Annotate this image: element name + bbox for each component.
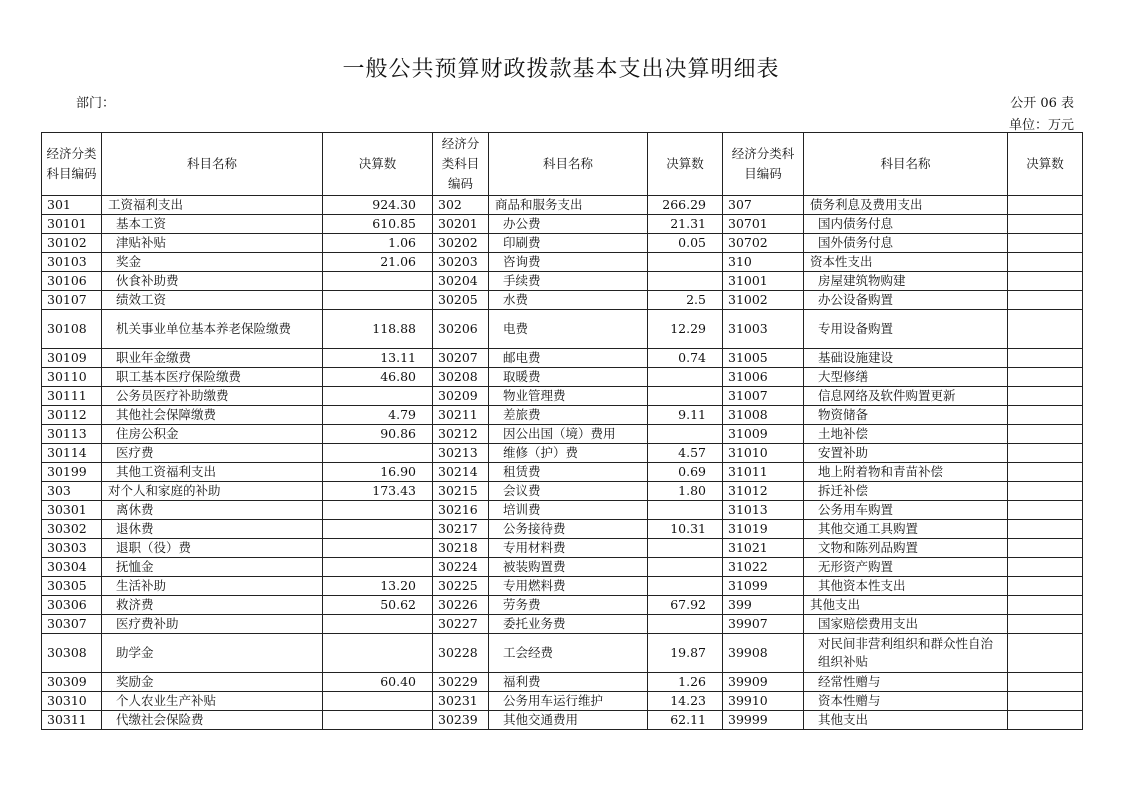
table-row	[42, 349, 1083, 368]
item-name: 基础设施建设	[804, 349, 1008, 368]
table-row	[42, 615, 1083, 634]
item-amount: 90.86	[323, 425, 433, 444]
item-amount	[323, 387, 433, 406]
item-name: 电费	[489, 310, 648, 349]
page-title: 一般公共预算财政拨款基本支出决算明细表	[342, 57, 780, 82]
item-amount	[323, 272, 433, 291]
item-name: 维修（护）费	[489, 444, 648, 463]
item-code: 30309	[42, 673, 102, 692]
item-code: 31008	[723, 406, 804, 425]
item-code: 30218	[433, 539, 489, 558]
item-code: 31012	[723, 482, 804, 501]
item-name: 其他社会保障缴费	[102, 406, 323, 425]
item-code: 30702	[723, 234, 804, 253]
item-name: 工会经费	[489, 634, 648, 673]
item-code: 30310	[42, 692, 102, 711]
item-name: 伙食补助费	[102, 272, 323, 291]
item-code: 30201	[433, 215, 489, 234]
table-row	[42, 634, 1083, 673]
item-code: 30306	[42, 596, 102, 615]
item-name: 对个人和家庭的补助	[102, 482, 323, 501]
item-name: 生活补助	[102, 577, 323, 596]
item-amount	[1008, 577, 1083, 596]
item-amount	[1008, 291, 1083, 310]
item-name: 津贴补贴	[102, 234, 323, 253]
item-code: 30114	[42, 444, 102, 463]
item-code: 30206	[433, 310, 489, 349]
item-code: 30202	[433, 234, 489, 253]
item-amount: 13.11	[323, 349, 433, 368]
item-name: 办公费	[489, 215, 648, 234]
item-amount: 610.85	[323, 215, 433, 234]
table-row	[42, 577, 1083, 596]
item-code: 31001	[723, 272, 804, 291]
item-amount	[648, 558, 723, 577]
item-amount: 21.06	[323, 253, 433, 272]
item-name: 因公出国（境）费用	[489, 425, 648, 444]
header-name-3: 科目名称	[804, 133, 1008, 196]
item-code: 39908	[723, 634, 804, 673]
table-row	[42, 482, 1083, 501]
item-amount: 1.26	[648, 673, 723, 692]
item-amount	[1008, 215, 1083, 234]
item-name: 经常性赠与	[804, 673, 1008, 692]
header-code-3: 经济分类科目编码	[723, 133, 804, 196]
item-code: 30304	[42, 558, 102, 577]
item-amount: 46.80	[323, 368, 433, 387]
item-amount: 0.74	[648, 349, 723, 368]
table-row	[42, 291, 1083, 310]
item-name: 拆迁补偿	[804, 482, 1008, 501]
item-code: 31010	[723, 444, 804, 463]
item-amount	[1008, 310, 1083, 349]
item-code: 30207	[433, 349, 489, 368]
item-code: 30229	[433, 673, 489, 692]
item-amount	[1008, 558, 1083, 577]
item-code: 30111	[42, 387, 102, 406]
item-code: 30239	[433, 711, 489, 730]
table-row	[42, 387, 1083, 406]
item-code: 30108	[42, 310, 102, 349]
item-code: 30107	[42, 291, 102, 310]
item-code: 31006	[723, 368, 804, 387]
table-row	[42, 463, 1083, 482]
item-amount	[1008, 520, 1083, 539]
item-name: 对民间非营利组织和群众性自治组织补贴	[804, 634, 1008, 673]
item-name: 离休费	[102, 501, 323, 520]
item-name: 大型修缮	[804, 368, 1008, 387]
item-amount: 0.69	[648, 463, 723, 482]
item-amount	[648, 615, 723, 634]
item-name: 机关事业单位基本养老保险缴费	[102, 310, 323, 349]
item-name: 职业年金缴费	[102, 349, 323, 368]
item-name: 租赁费	[489, 463, 648, 482]
item-code: 31022	[723, 558, 804, 577]
item-name: 其他资本性支出	[804, 577, 1008, 596]
item-amount: 1.06	[323, 234, 433, 253]
item-amount: 2.5	[648, 291, 723, 310]
table-row	[42, 272, 1083, 291]
item-code: 31002	[723, 291, 804, 310]
table-row	[42, 558, 1083, 577]
item-name: 水费	[489, 291, 648, 310]
item-amount	[323, 634, 433, 673]
item-amount: 9.11	[648, 406, 723, 425]
item-name: 工资福利支出	[102, 196, 323, 215]
item-name: 无形资产购置	[804, 558, 1008, 577]
item-name: 公务用车购置	[804, 501, 1008, 520]
table-row	[42, 215, 1083, 234]
item-amount	[1008, 406, 1083, 425]
item-name: 医疗费	[102, 444, 323, 463]
item-name: 医疗费补助	[102, 615, 323, 634]
item-amount	[1008, 368, 1083, 387]
item-name: 会议费	[489, 482, 648, 501]
item-name: 代缴社会保险费	[102, 711, 323, 730]
item-code: 30226	[433, 596, 489, 615]
item-code: 30215	[433, 482, 489, 501]
item-code: 30227	[433, 615, 489, 634]
item-code: 30214	[433, 463, 489, 482]
item-code: 31009	[723, 425, 804, 444]
item-amount	[1008, 501, 1083, 520]
table-row	[42, 539, 1083, 558]
header-name-2: 科目名称	[489, 133, 648, 196]
table-row	[42, 596, 1083, 615]
item-code: 31013	[723, 501, 804, 520]
item-name: 资本性赠与	[804, 692, 1008, 711]
item-amount	[323, 692, 433, 711]
item-code: 30231	[433, 692, 489, 711]
item-name: 债务利息及费用支出	[804, 196, 1008, 215]
item-amount: 12.29	[648, 310, 723, 349]
item-code: 30211	[433, 406, 489, 425]
item-name: 专用设备购置	[804, 310, 1008, 349]
item-name: 奖金	[102, 253, 323, 272]
item-amount	[648, 425, 723, 444]
table-row	[42, 501, 1083, 520]
item-name: 印刷费	[489, 234, 648, 253]
item-code: 31099	[723, 577, 804, 596]
item-amount	[1008, 692, 1083, 711]
item-code: 30109	[42, 349, 102, 368]
table-row	[42, 406, 1083, 425]
item-code: 307	[723, 196, 804, 215]
item-amount	[323, 711, 433, 730]
item-amount: 4.79	[323, 406, 433, 425]
item-code: 30103	[42, 253, 102, 272]
item-code: 30110	[42, 368, 102, 387]
item-name: 国外债务付息	[804, 234, 1008, 253]
item-amount: 16.90	[323, 463, 433, 482]
item-amount: 21.31	[648, 215, 723, 234]
item-name: 绩效工资	[102, 291, 323, 310]
item-name: 地上附着物和青苗补偿	[804, 463, 1008, 482]
table-header-row	[42, 133, 1083, 196]
item-name: 房屋建筑物购建	[804, 272, 1008, 291]
header-name-1: 科目名称	[102, 133, 323, 196]
table-row	[42, 310, 1083, 349]
item-amount: 924.30	[323, 196, 433, 215]
item-name: 公务用车运行维护	[489, 692, 648, 711]
item-name: 抚恤金	[102, 558, 323, 577]
item-name: 助学金	[102, 634, 323, 673]
item-amount	[1008, 444, 1083, 463]
item-code: 30216	[433, 501, 489, 520]
item-amount: 173.43	[323, 482, 433, 501]
item-name: 其他交通费用	[489, 711, 648, 730]
item-code: 399	[723, 596, 804, 615]
item-name: 文物和陈列品购置	[804, 539, 1008, 558]
item-amount	[1008, 615, 1083, 634]
table-body	[42, 196, 1083, 730]
item-amount	[1008, 272, 1083, 291]
unit-label: 单位：万元	[1008, 118, 1074, 133]
item-amount	[1008, 253, 1083, 272]
header-code-1: 经济分类科目编码	[42, 133, 102, 196]
item-code: 310	[723, 253, 804, 272]
item-code: 39907	[723, 615, 804, 634]
item-code: 30112	[42, 406, 102, 425]
item-amount	[323, 501, 433, 520]
item-amount: 10.31	[648, 520, 723, 539]
item-name: 商品和服务支出	[489, 196, 648, 215]
item-code: 30208	[433, 368, 489, 387]
item-code: 30213	[433, 444, 489, 463]
item-name: 专用燃料费	[489, 577, 648, 596]
item-code: 30212	[433, 425, 489, 444]
item-name: 奖励金	[102, 673, 323, 692]
item-code: 303	[42, 482, 102, 501]
table-row	[42, 196, 1083, 215]
item-name: 退职（役）费	[102, 539, 323, 558]
table-row	[42, 444, 1083, 463]
item-name: 咨询费	[489, 253, 648, 272]
item-code: 31019	[723, 520, 804, 539]
header-amount-3: 决算数	[1008, 133, 1083, 196]
header-amount-2: 决算数	[648, 133, 723, 196]
item-amount	[1008, 711, 1083, 730]
item-amount	[1008, 634, 1083, 673]
item-amount	[648, 387, 723, 406]
item-amount: 14.23	[648, 692, 723, 711]
item-amount	[1008, 596, 1083, 615]
item-amount	[1008, 234, 1083, 253]
item-code: 30205	[433, 291, 489, 310]
item-amount	[648, 253, 723, 272]
table-row	[42, 234, 1083, 253]
expenditure-table	[41, 132, 1083, 730]
item-amount: 50.62	[323, 596, 433, 615]
item-name: 救济费	[102, 596, 323, 615]
item-name: 个人农业生产补贴	[102, 692, 323, 711]
item-name: 资本性支出	[804, 253, 1008, 272]
item-name: 其他交通工具购置	[804, 520, 1008, 539]
item-code: 39999	[723, 711, 804, 730]
item-amount: 0.05	[648, 234, 723, 253]
item-amount: 67.92	[648, 596, 723, 615]
item-code: 31007	[723, 387, 804, 406]
item-code: 30308	[42, 634, 102, 673]
item-amount: 118.88	[323, 310, 433, 349]
item-name: 差旅费	[489, 406, 648, 425]
item-code: 30209	[433, 387, 489, 406]
item-amount	[648, 272, 723, 291]
item-name: 公务员医疗补助缴费	[102, 387, 323, 406]
item-amount: 266.29	[648, 196, 723, 215]
item-code: 30225	[433, 577, 489, 596]
item-code: 30101	[42, 215, 102, 234]
item-code: 302	[433, 196, 489, 215]
table-row	[42, 711, 1083, 730]
item-amount	[323, 444, 433, 463]
item-amount	[1008, 673, 1083, 692]
item-code: 30701	[723, 215, 804, 234]
item-amount: 1.80	[648, 482, 723, 501]
item-code: 30204	[433, 272, 489, 291]
item-code: 31011	[723, 463, 804, 482]
item-name: 取暖费	[489, 368, 648, 387]
item-amount	[1008, 539, 1083, 558]
item-name: 其他支出	[804, 711, 1008, 730]
item-amount	[1008, 349, 1083, 368]
item-name: 培训费	[489, 501, 648, 520]
item-code: 30224	[433, 558, 489, 577]
item-name: 其他工资福利支出	[102, 463, 323, 482]
item-amount	[648, 577, 723, 596]
item-name: 劳务费	[489, 596, 648, 615]
table-row	[42, 425, 1083, 444]
item-amount	[648, 539, 723, 558]
item-amount: 62.11	[648, 711, 723, 730]
table-row	[42, 368, 1083, 387]
item-code: 39910	[723, 692, 804, 711]
item-name: 安置补助	[804, 444, 1008, 463]
item-name: 专用材料费	[489, 539, 648, 558]
item-name: 手续费	[489, 272, 648, 291]
item-code: 31005	[723, 349, 804, 368]
item-amount	[323, 291, 433, 310]
item-code: 30203	[433, 253, 489, 272]
item-amount	[1008, 463, 1083, 482]
item-name: 基本工资	[102, 215, 323, 234]
item-code: 30307	[42, 615, 102, 634]
item-name: 职工基本医疗保险缴费	[102, 368, 323, 387]
item-amount	[1008, 387, 1083, 406]
item-amount	[323, 539, 433, 558]
header-amount-1: 决算数	[323, 133, 433, 196]
item-name: 土地补偿	[804, 425, 1008, 444]
item-amount	[648, 368, 723, 387]
item-name: 福利费	[489, 673, 648, 692]
item-amount	[648, 501, 723, 520]
item-amount: 19.87	[648, 634, 723, 673]
item-code: 30301	[42, 501, 102, 520]
table-number: 公开 06 表	[1010, 96, 1074, 111]
item-amount: 13.20	[323, 577, 433, 596]
item-amount	[1008, 425, 1083, 444]
item-code: 30113	[42, 425, 102, 444]
item-code: 30199	[42, 463, 102, 482]
item-code: 39909	[723, 673, 804, 692]
item-name: 退休费	[102, 520, 323, 539]
item-code: 30228	[433, 634, 489, 673]
item-name: 办公设备购置	[804, 291, 1008, 310]
item-code: 30102	[42, 234, 102, 253]
item-name: 国家赔偿费用支出	[804, 615, 1008, 634]
item-name: 委托业务费	[489, 615, 648, 634]
item-amount	[1008, 482, 1083, 501]
item-code: 31021	[723, 539, 804, 558]
item-code: 31003	[723, 310, 804, 349]
item-amount	[1008, 196, 1083, 215]
item-code: 30311	[42, 711, 102, 730]
header-code-2: 经济分类科目编码	[433, 133, 489, 196]
item-name: 其他支出	[804, 596, 1008, 615]
item-amount: 60.40	[323, 673, 433, 692]
item-code: 30217	[433, 520, 489, 539]
item-amount	[323, 520, 433, 539]
item-name: 物资储备	[804, 406, 1008, 425]
item-code: 30303	[42, 539, 102, 558]
item-code: 30305	[42, 577, 102, 596]
item-amount	[323, 615, 433, 634]
item-name: 物业管理费	[489, 387, 648, 406]
item-name: 信息网络及软件购置更新	[804, 387, 1008, 406]
item-code: 30106	[42, 272, 102, 291]
table-row	[42, 692, 1083, 711]
item-name: 公务接待费	[489, 520, 648, 539]
item-name: 国内债务付息	[804, 215, 1008, 234]
table-row	[42, 673, 1083, 692]
item-name: 住房公积金	[102, 425, 323, 444]
table-row	[42, 253, 1083, 272]
item-code: 301	[42, 196, 102, 215]
item-name: 被装购置费	[489, 558, 648, 577]
item-name: 邮电费	[489, 349, 648, 368]
item-amount	[323, 558, 433, 577]
department-label: 部门：	[76, 96, 116, 111]
item-amount: 4.57	[648, 444, 723, 463]
table-row	[42, 520, 1083, 539]
item-code: 30302	[42, 520, 102, 539]
